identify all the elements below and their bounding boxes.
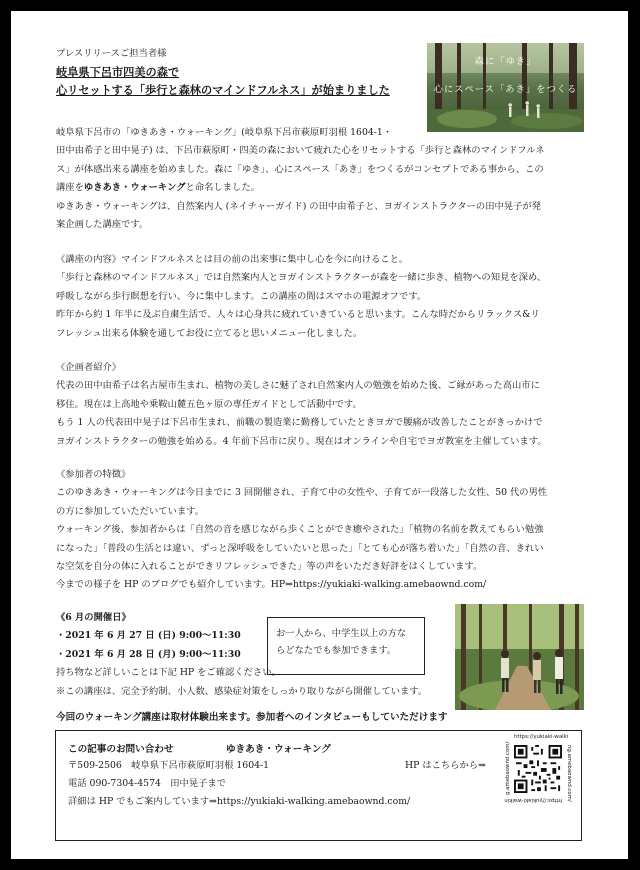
qr-url-bottom: https://yukiaki-walkin bbox=[504, 797, 562, 803]
intro-line: 田中由希子と田中晃子) は、下呂市萩原町・四美の森において疲れた心をリセットする「歩行と森林のマインドフルネ bbox=[56, 145, 545, 157]
title-line-2: 心リセットする「歩行と森林のマインドフルネス」が始まりました bbox=[56, 84, 390, 97]
walking-participants-photo bbox=[455, 604, 584, 710]
planners-line: ヨガインストラクターの勉強を始める。4 年前下呂市に戻り、現在はオンラインや自宅でヨガ教室を主催しています。 bbox=[56, 435, 547, 447]
contact-heading: この記事のお問い合わせ bbox=[68, 744, 174, 755]
planners-line: 代表の田中由希子は名古屋市生まれ、植物の美しさに魅了され自然案内人の勉強を始めた後、ご縁があった高山市に bbox=[56, 380, 540, 392]
contact-box bbox=[55, 730, 582, 841]
participants-line: 今までの様子を HP のブログでも紹介しています。HP⇒https://yukiaki-walking.amebaownd.com/ bbox=[56, 579, 487, 591]
planners-line: もう 1 人の代表田中晃子は下呂市生まれ、前職の製造業に勤務していたときヨガで腰痛が改善したことがきっかけで bbox=[56, 417, 543, 429]
qr-code-icon bbox=[514, 745, 562, 793]
schedule-date: ・2021 年 6 月 28 日 (月) 9:00〜11:30 bbox=[56, 648, 241, 660]
participants-line: 《参加者の特徴》 bbox=[56, 469, 131, 480]
contact-web[interactable]: 詳細は HP でもご案内しています⇒https://yukiaki-walking.amebaownd.com/ bbox=[68, 796, 411, 807]
participants-section bbox=[56, 466, 547, 595]
course-section bbox=[56, 251, 546, 343]
participants-line: になった」「普段の生活とは違い、ずっと深呼吸をしていたいと思った」「とても心が落ち着いた」「自然の音、きれい bbox=[56, 542, 544, 554]
hero-caption-line-1: 森に「ゆき」 bbox=[474, 56, 537, 67]
qr-code-area[interactable] bbox=[500, 733, 576, 809]
planners-section bbox=[56, 359, 547, 451]
contact-postal: 〒509-2506 岐阜県下呂市萩原町羽根 1604-1 bbox=[68, 760, 270, 771]
hero-caption-line-2: 心にスペース「あき」をつくる bbox=[433, 84, 578, 95]
course-name: ゆきあき・ウォーキング bbox=[83, 182, 186, 194]
course-line: 昨年から約 1 年半に及ぶ自粛生活で、人々は心身共に疲れていきていると思います。こんな時だからリラックス&リ bbox=[56, 309, 540, 321]
qr-url-top: https://yukiaki-walki bbox=[514, 734, 569, 740]
course-line: 呼吸しながら歩行瞑想を行い、今に集中します。この講座の間はスマホの電源オフです。 bbox=[56, 290, 427, 302]
intro-line: ス」が体感出来る講座を始めました。森に「ゆき」、心にスペース「あき」をつくるがコンセプトである事から、この bbox=[56, 163, 544, 175]
intro-paragraph bbox=[56, 124, 545, 234]
course-line: 「歩行と森林のマインドフルネス」では自然案内人とヨガインストラクターが森を一緒に歩き、植物への知見を深め、 bbox=[56, 272, 547, 284]
schedule-note: ※この講座は、完全予約制、小人数、感染症対策をしっかり取りながら開催しています。 bbox=[56, 685, 428, 697]
eligibility-line-2: らどなたでも参加できます。 bbox=[276, 645, 397, 656]
course-line: フレッシュ出来る体験を通してお役に立てると思いメニュー化しました。 bbox=[56, 327, 363, 339]
planners-line: 《企画者紹介》 bbox=[56, 362, 122, 373]
intro-line bbox=[56, 179, 545, 197]
forest-hero-image bbox=[427, 43, 584, 132]
press-release-page bbox=[11, 11, 628, 859]
participants-line: ウォーキング後、参加者からは「自然の音を感じながら歩くことができ癒やされた」「植物の名前を教えてもらい勉強 bbox=[56, 524, 544, 536]
hp-link-text[interactable]: HP はこちらから⇒ bbox=[405, 760, 486, 771]
participants-line: の方に参加していただいています。 bbox=[56, 505, 205, 517]
participants-line: このゆきあき・ウォーキングは今日までに 3 回開催され、子育て中の女性や、子育てが一段落した女性、50 代の男性 bbox=[56, 487, 548, 499]
qr-url-left: g.amebaownd.com/ bbox=[505, 741, 511, 795]
schedule-heading: 《6 月の開催日》 bbox=[56, 612, 131, 623]
eligibility-line-1: お一人から、中学生以上の方な bbox=[276, 628, 407, 639]
salutation: プレスリリースご担当者様 bbox=[56, 48, 167, 59]
title-line-1: 岐阜県下呂市四美の森で bbox=[56, 66, 180, 79]
intro-line4-suffix: と命名しました。 bbox=[185, 182, 260, 194]
intro-line: 岐阜県下呂市の「ゆきあき・ウォーキング」(岐阜県下呂市萩原町羽根 1604-1・ bbox=[56, 127, 393, 138]
contact-phone: 電話 090-7304-4574 田中晃子まで bbox=[68, 778, 226, 789]
intro-line: ゆきあき・ウォーキングは、自然案内人 (ネイチャーガイド) の田中由希子と、ヨガインストラクターの田中晃子が発 bbox=[56, 200, 541, 212]
eligibility-box bbox=[267, 617, 425, 675]
intro-line: 案企画した講座です。 bbox=[56, 219, 149, 231]
planners-line: 移住。現在は上高地や乗鞍山麓五色ヶ原の専任ガイドとして活動中です。 bbox=[56, 398, 362, 410]
schedule-note: 持ち物など詳しいことは下記 HP をご確認ください。 bbox=[56, 667, 281, 679]
intro-line4-prefix: 講座を bbox=[56, 182, 84, 194]
schedule-date: ・2021 年 6 月 27 日 (日) 9:00〜11:30 bbox=[56, 630, 241, 642]
contact-org: ゆきあき・ウォーキング bbox=[226, 744, 331, 755]
course-line: 《講座の内容》マインドフルネスとは目の前の出来事に集中し心を今に向けること。 bbox=[56, 254, 409, 265]
coverage-notice: 今回のウォーキング講座は取材体験出来ます。参加者へのインタビューもしていただけます bbox=[56, 712, 448, 723]
qr-url-right: ng.amebaownd.com/ bbox=[566, 745, 572, 802]
participants-line: な空気を自分の体に入れることができリフレッシュできた」等の声をいただき好評をはくしています。 bbox=[56, 561, 483, 573]
